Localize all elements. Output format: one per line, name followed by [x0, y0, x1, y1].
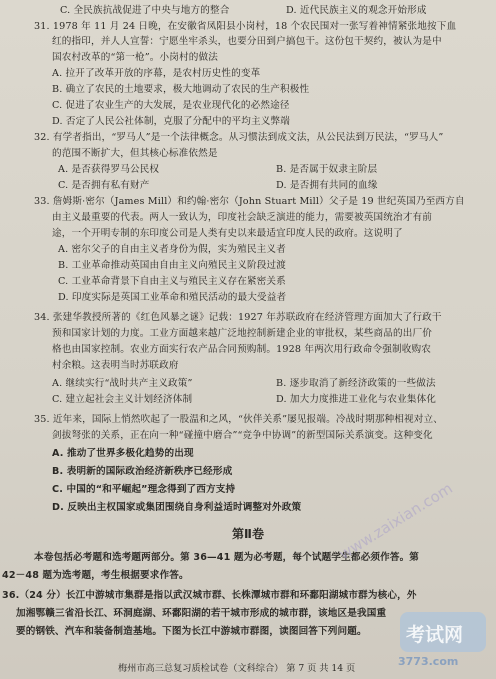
q30-option-d: D. 近代民族主义的观念开始形成 — [286, 5, 427, 16]
site-watermark: www.zaixian.com — [336, 479, 456, 564]
q31-stem-line-1: 31. 1978 年 11 月 24 日晚，在安徽省凤阳县小岗村，18 个农民围对一张写着神情紧张地按下血 — [34, 21, 457, 32]
q34-option-a: A. 继续实行“战时共产主义政策” — [52, 378, 193, 389]
q35-option-b: B. 表明新的国际政治经济新秩序已经形成 — [52, 466, 233, 477]
q32-option-d: D. 是否拥有共同的血缘 — [276, 180, 378, 191]
q35-stem-line-2: 剑拔弩张的关系，正在向一种“碰撞中磨合”“竞争中协调”的新型国际关系演变。这种变化 — [52, 430, 433, 441]
q31-stem-line-2: 红的指印，并人人宣誓：宁愿坐牢杀头，也要分田到户搞包干。这份包干契约，被认为是中 — [52, 36, 442, 47]
logo-watermark-text: 考试网 — [406, 624, 464, 646]
q36-stem-line-3: 要的钢铁、汽车和装备制造基地。下图为长江中游城市群图，读图回答下列问题。 — [16, 626, 367, 637]
q32-option-c: C. 是否拥有私有财产 — [58, 180, 150, 191]
q31-option-c: C. 促进了农业生产的大发展，是农业现代化的必然途径 — [52, 100, 290, 111]
q32-stem-line-1: 32. 有学者指出，“罗马人”是一个法律概念。从习惯法到成文法，从公民法到万民法，“罗马人” — [34, 132, 444, 143]
section-2-title: 第Ⅱ卷 — [232, 527, 264, 541]
q35-option-a: A. 推动了世界多极化趋势的出现 — [52, 448, 194, 459]
q31-stem-line-3: 国农村改革的“第一枪”。小岗村的做法 — [52, 52, 219, 63]
q36-stem-line-2: 加湘鄂赣三省沿长江、环洞庭湖、环鄱阳湖的若干城市形成的城市群，该地区是我国重 — [16, 608, 387, 619]
q35-stem-line-1: 35. 近年来，国际上悄然吹起了一股温和之风，“伙伴关系”屡见报端。冷战时期那种相视对立、 — [34, 414, 444, 425]
domain-watermark: 3773.com — [398, 655, 459, 668]
q34-stem-line-1: 34. 张建华教授所著的《红色风暴之谜》记载：1927 年苏联政府在经济管理方面加大了行政干 — [34, 312, 442, 323]
q32-option-b: B. 是否属于奴隶主阶层 — [276, 164, 378, 175]
q34-stem-line-4: 村余粮。这表明当时苏联政府 — [52, 360, 179, 371]
q34-option-c: C. 建立起社会主义计划经济体制 — [52, 394, 193, 405]
q33-stem-line-1: 33. 詹姆斯·密尔（James Mill）和约翰·密尔（John Stuart Mill）父子是 19 世纪英国乃至西方自 — [34, 196, 465, 207]
q36-stem-line-1: 36.（24 分）长江中游城市集群是指以武汉城市群、长株潭城市群和环鄱阳湖城市群为核心，外 — [2, 590, 417, 601]
q33-option-b: B. 工业革命推动英国由自由主义向殖民主义阶段过渡 — [58, 260, 286, 271]
q33-option-a: A. 密尔父子的自由主义者身份为假，实为殖民主义者 — [58, 244, 286, 255]
q33-option-c: C. 工业革命背景下自由主义与殖民主义存在紧密关系 — [58, 276, 286, 287]
q34-option-d: D. 加大力度推进工业化与农业集体化 — [276, 394, 437, 405]
q33-stem-line-3: 途，一个开明专制的东印度公司是人类有史以来最适宜印度人民的政府。这说明了 — [52, 228, 403, 239]
section-2-intro-line-2: 42－48 题为选考题，考生根据要求作答。 — [2, 570, 189, 581]
q31-option-d: D. 否定了人民公社体制，克服了分配中的平均主义弊端 — [52, 116, 291, 127]
q31-option-a: A. 拉开了改革开放的序幕，是农村历史性的变革 — [52, 68, 261, 79]
q33-option-d: D. 印度实际是英国工业革命和殖民活动的最大受益者 — [58, 292, 287, 303]
q34-option-b: B. 逐步取消了新经济政策的一些做法 — [276, 378, 436, 389]
page-footer: 梅州市高三总复习质检试卷（文科综合） 第 7 页 共 14 页 — [118, 663, 356, 674]
q35-option-c: C. 中国的“和平崛起”理念得到了西方支持 — [52, 484, 236, 495]
section-2-intro-line-1: 本卷包括必考题和选考题两部分。第 36—41 题为必考题，每个试题学生都必须作答。第 — [34, 552, 420, 563]
q32-option-a: A. 是否获得罗马公民权 — [58, 164, 160, 175]
logo-watermark — [400, 612, 486, 652]
q33-stem-line-2: 由主义最重要的代表。两人一致认为，印度社会缺乏演进的能力，需要被英国统治才有前 — [52, 212, 433, 223]
q34-stem-line-2: 预和国家计划的力度。工业方面越来越广泛地控制新建企业的审批权，某些商品的出厂价 — [52, 328, 433, 339]
q30-option-c: C. 全民族抗战促进了中央与地方的整合 — [60, 5, 230, 16]
q32-stem-line-2: 的范围不断扩大，但其核心标准依然是 — [52, 148, 218, 159]
q34-stem-line-3: 格也由国家控制。农业方面实行农产品合同预购制。1928 年两次用行政命令强制收购农 — [52, 344, 431, 355]
q35-option-d: D. 反映出主权国家或集团围绕自身利益适时调整对外政策 — [52, 502, 302, 513]
q31-option-b: B. 确立了农民的土地要求，极大地调动了农民的生产积极性 — [52, 84, 310, 95]
